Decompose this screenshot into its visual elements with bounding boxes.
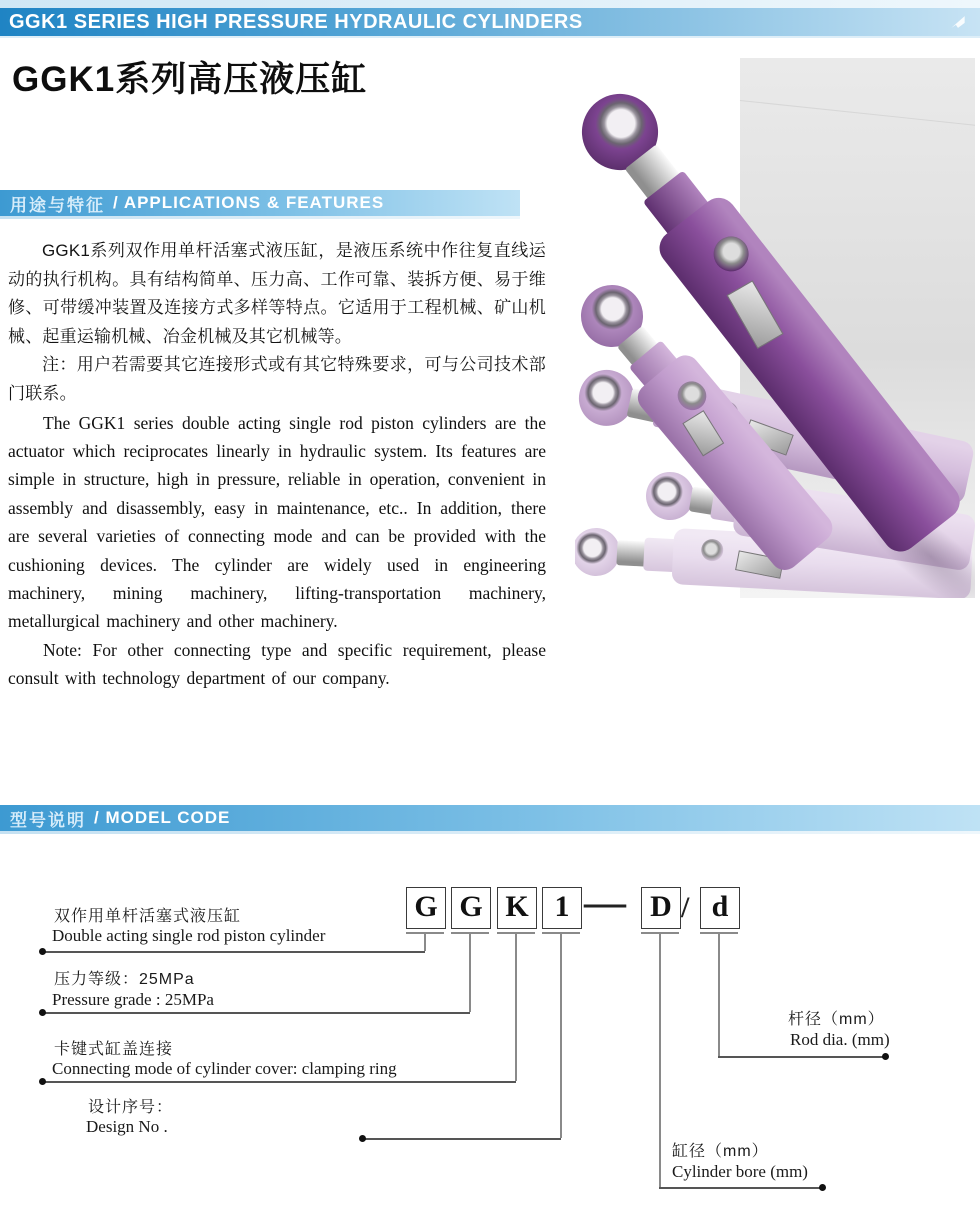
code-box-1: G — [451, 887, 491, 929]
label-underline — [659, 1187, 822, 1189]
connector-line — [515, 933, 517, 1081]
cylinder-eye-ring — [575, 527, 621, 578]
top-strip — [0, 0, 980, 8]
label-zh-pressure-grade: 压力等级：25MPa — [54, 971, 195, 988]
paragraph-en-1: The GGK1 series double acting single rod piston cylinders are the actuator which reciprocates linearly in hydraulic system. Its features are simple in structure, high in pressure, reliable in operation, convenient in assembly and disassembly, easy in maintenance, etc.. In addition, there are several varieties of connecting mode and can be provided with the cushioning devices. The cylinder are widely used in engineering machinery, mining machinery, lifting-transportation machinery, metallurgical machinery and other machinery. — [8, 412, 546, 632]
section-title-en: / MODEL CODE — [94, 808, 231, 827]
line-end-dot — [39, 1078, 46, 1085]
label-en-pressure-grade: Pressure grade : 25MPa — [52, 990, 214, 1009]
paragraph-zh-2: 注：用户若需要其它连接形式或有其它特殊要求，可与公司技术部门联系。 — [8, 355, 546, 403]
code-dash: — — [584, 880, 626, 926]
label-zh-rod-dia: 杆径（mm） — [788, 1011, 885, 1028]
label-underline — [42, 951, 425, 953]
applications-text — [8, 237, 546, 693]
code-box-0: G — [406, 887, 446, 929]
line-end-dot — [39, 1009, 46, 1016]
label-en-connecting-mode: Connecting mode of cylinder cover: clamping ring — [52, 1059, 397, 1078]
label-underline — [362, 1138, 561, 1140]
connector-line — [424, 933, 426, 951]
line-end-dot — [819, 1184, 826, 1191]
label-en-cylinder-type: Double acting single rod piston cylinder — [52, 926, 326, 945]
connector-line — [560, 933, 562, 1138]
label-en-cylinder-bore: Cylinder bore (mm) — [672, 1162, 808, 1181]
line-end-dot — [882, 1053, 889, 1060]
line-end-dot — [39, 948, 46, 955]
connector-line — [718, 933, 720, 1056]
label-zh-cylinder-bore: 缸径（mm） — [672, 1143, 769, 1160]
cylinder-eye-ring — [643, 468, 698, 523]
code-box-5: d — [700, 887, 740, 929]
connector-line — [469, 933, 471, 1012]
paragraph-zh-1: GGK1系列双作用单杆活塞式液压缸，是液压系统中作往复直线运动的执行机构。具有结构简单、压力高、工作可靠、装拆方便、易于维修、可带缓冲装置及连接方式多样等特点。它适用于工程机械、矿山机械、起重运输机械、冶金机械及其它机械等。 — [8, 241, 546, 346]
section-title-en: / APPLICATIONS & FEATURES — [113, 193, 385, 212]
section-title-zh: 型号说明 — [10, 810, 86, 830]
connector-line — [659, 933, 661, 1187]
code-slash: / — [681, 891, 690, 924]
page-banner — [0, 8, 980, 38]
product-photo — [575, 58, 975, 598]
label-en-design-no: Design No . — [86, 1117, 168, 1136]
label-zh-connecting-mode: 卡键式缸盖连接 — [54, 1041, 174, 1058]
label-underline — [42, 1081, 516, 1083]
code-box-2: K — [497, 887, 537, 929]
label-zh-design-no: 设计序号： — [88, 1099, 174, 1116]
section-title-zh: 用途与特征 — [10, 195, 105, 215]
model-code-diagram — [0, 860, 980, 1228]
code-box-3: 1 — [542, 887, 582, 929]
label-underline — [42, 1012, 470, 1014]
label-zh-cylinder-type: 双作用单杆活塞式液压缸 — [54, 908, 242, 925]
section-header-model-code — [0, 805, 980, 831]
section-header-applications — [0, 190, 520, 216]
label-en-rod-dia: Rod dia. (mm) — [790, 1030, 890, 1049]
banner-title: GGK1 SERIES HIGH PRESSURE HYDRAULIC CYLINDERS — [9, 10, 583, 33]
pointer-icon — [948, 12, 968, 32]
label-underline — [718, 1056, 885, 1058]
line-end-dot — [359, 1135, 366, 1142]
page-title: GGK1系列高压液压缸 — [12, 60, 368, 99]
code-box-4: D — [641, 887, 681, 929]
paragraph-en-2: Note: For other connecting type and specific requirement, please consult with technology department of our company. — [8, 639, 546, 689]
